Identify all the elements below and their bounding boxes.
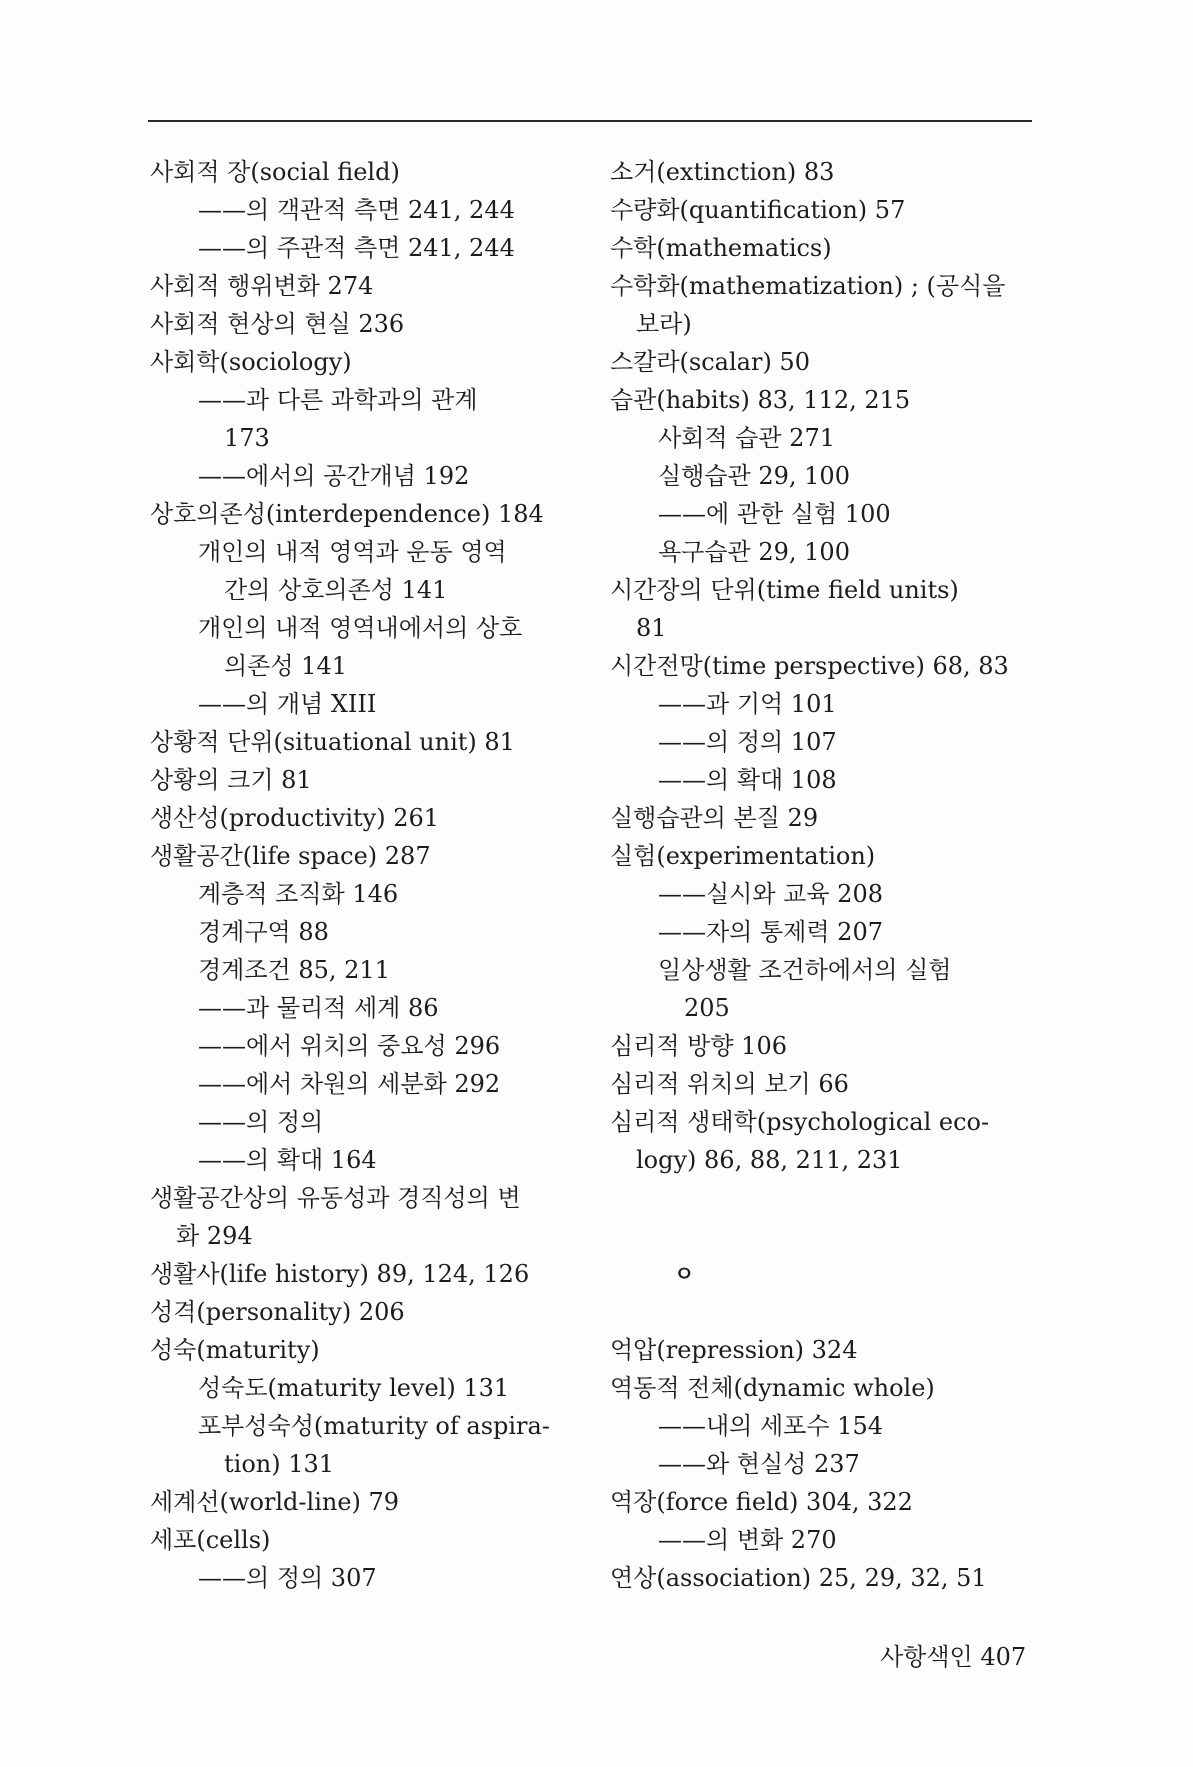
index-entry: 실험(experimentation) (610, 842, 876, 870)
index-entry: 시간전망(time perspective) 68, 83 (610, 652, 1009, 680)
index-entry: 사회적 장(social field) (150, 158, 400, 186)
index-continuation: 화 294 (176, 1222, 253, 1250)
index-column-left (150, 153, 580, 1597)
index-subentry: 일상생활 조건하에서의 실험 (658, 956, 952, 984)
index-entry: 소거(extinction) 83 (610, 158, 835, 186)
index-subentry: ——의 변화 270 (658, 1526, 837, 1554)
index-entry: 역동적 전체(dynamic whole) (610, 1374, 935, 1402)
index-entry: 스칼라(scalar) 50 (610, 348, 810, 376)
index-entry: 역장(force field) 304, 322 (610, 1488, 913, 1516)
index-subentry: ——에서 위치의 중요성 296 (198, 1032, 501, 1060)
index-entry: 성숙(maturity) (150, 1336, 320, 1364)
index-subentry: 욕구습관 29, 100 (658, 538, 850, 566)
index-entry: 연상(association) 25, 29, 32, 51 (610, 1564, 987, 1592)
index-entry: 생산성(productivity) 261 (150, 804, 440, 832)
index-entry: 수학화(mathematization) ; (공식을 (610, 272, 1006, 300)
index-entry: 상호의존성(interdependence) 184 (150, 500, 544, 528)
index-subentry: ——의 개념 XIII (198, 690, 377, 718)
index-entry: 수량화(quantification) 57 (610, 196, 906, 224)
index-subentry: 포부성숙성(maturity of aspira- (198, 1412, 550, 1440)
index-subentry: 경계조건 85, 211 (198, 956, 390, 984)
index-entry: 억압(repression) 324 (610, 1336, 858, 1364)
index-entry: 상황적 단위(situational unit) 81 (150, 728, 515, 756)
blank-line (610, 1179, 1040, 1217)
index-continuation: 보라) (636, 310, 692, 338)
index-entry: 세계선(world-line) 79 (150, 1488, 400, 1516)
index-subentry: ——에서 차원의 세분화 292 (198, 1070, 501, 1098)
index-entry: 생활공간(life space) 287 (150, 842, 431, 870)
index-continuation: 간의 상호의존성 141 (224, 576, 448, 604)
index-entry: 시간장의 단위(time field units) (610, 576, 959, 604)
index-entry: 수학(mathematics) (610, 234, 832, 262)
index-entry: 성격(personality) 206 (150, 1298, 405, 1326)
index-subentry: 실행습관 29, 100 (658, 462, 850, 490)
index-entry: 사회적 현상의 현실 236 (150, 310, 405, 338)
index-entry: 습관(habits) 83, 112, 215 (610, 386, 911, 414)
section-letter-heading: ㅇ (674, 1262, 695, 1286)
blank-line (610, 1293, 1040, 1331)
index-subentry: 사회적 습관 271 (658, 424, 835, 452)
index-subentry: ——과 물리적 세계 86 (198, 994, 439, 1022)
index-subentry: 개인의 내적 영역내에서의 상호 (198, 614, 523, 642)
index-continuation: 173 (224, 424, 270, 452)
index-entry: 심리적 생태학(psychological eco- (610, 1108, 990, 1136)
index-subentry: ——실시와 교육 208 (658, 880, 883, 908)
index-entry: 사회적 행위변화 274 (150, 272, 374, 300)
index-continuation: 81 (636, 614, 667, 642)
index-entry: 생활공간상의 유동성과 경직성의 변 (150, 1184, 521, 1212)
index-entry: 사회학(sociology) (150, 348, 352, 376)
blank-line (610, 1217, 1040, 1255)
index-subentry: ——의 정의 (198, 1108, 324, 1136)
index-subentry: ——의 확대 164 (198, 1146, 377, 1174)
index-subentry: ——자의 통제력 207 (658, 918, 883, 946)
index-subentry: 계층적 조직화 146 (198, 880, 399, 908)
index-subentry: ——내의 세포수 154 (658, 1412, 883, 1440)
index-entry: 상황의 크기 81 (150, 766, 312, 794)
page-footer: 사항색인 407 (880, 1643, 1027, 1671)
index-subentry: ——와 현실성 237 (658, 1450, 860, 1478)
index-subentry: 성숙도(maturity level) 131 (198, 1374, 510, 1402)
index-subentry: ——과 다른 과학과의 관계 (198, 386, 478, 414)
index-continuation: 205 (684, 994, 730, 1022)
index-entry: 세포(cells) (150, 1526, 271, 1554)
index-column-right (610, 153, 1040, 1597)
index-subentry: ——에서의 공간개념 192 (198, 462, 470, 490)
index-subentry: ——의 정의 307 (198, 1564, 377, 1592)
index-continuation: tion) 131 (224, 1450, 335, 1478)
index-subentry: ——에 관한 실험 100 (658, 500, 891, 528)
index-subentry: ——의 정의 107 (658, 728, 837, 756)
index-entry: 생활사(life history) 89, 124, 126 (150, 1260, 530, 1288)
index-continuation: logy) 86, 88, 211, 231 (636, 1146, 903, 1174)
index-subentry: 경계구역 88 (198, 918, 329, 946)
index-entry: 심리적 방향 106 (610, 1032, 787, 1060)
index-entry: 심리적 위치의 보기 66 (610, 1070, 849, 1098)
index-subentry: ——의 객관적 측면 241, 244 (198, 196, 515, 224)
index-subentry: ——과 기억 101 (658, 690, 837, 718)
index-entry: 실행습관의 본질 29 (610, 804, 819, 832)
top-rule (148, 120, 1032, 122)
index-subentry: 개인의 내적 영역과 운동 영역 (198, 538, 507, 566)
index-continuation: 의존성 141 (224, 652, 347, 680)
index-subentry: ——의 주관적 측면 241, 244 (198, 234, 515, 262)
index-subentry: ——의 확대 108 (658, 766, 837, 794)
